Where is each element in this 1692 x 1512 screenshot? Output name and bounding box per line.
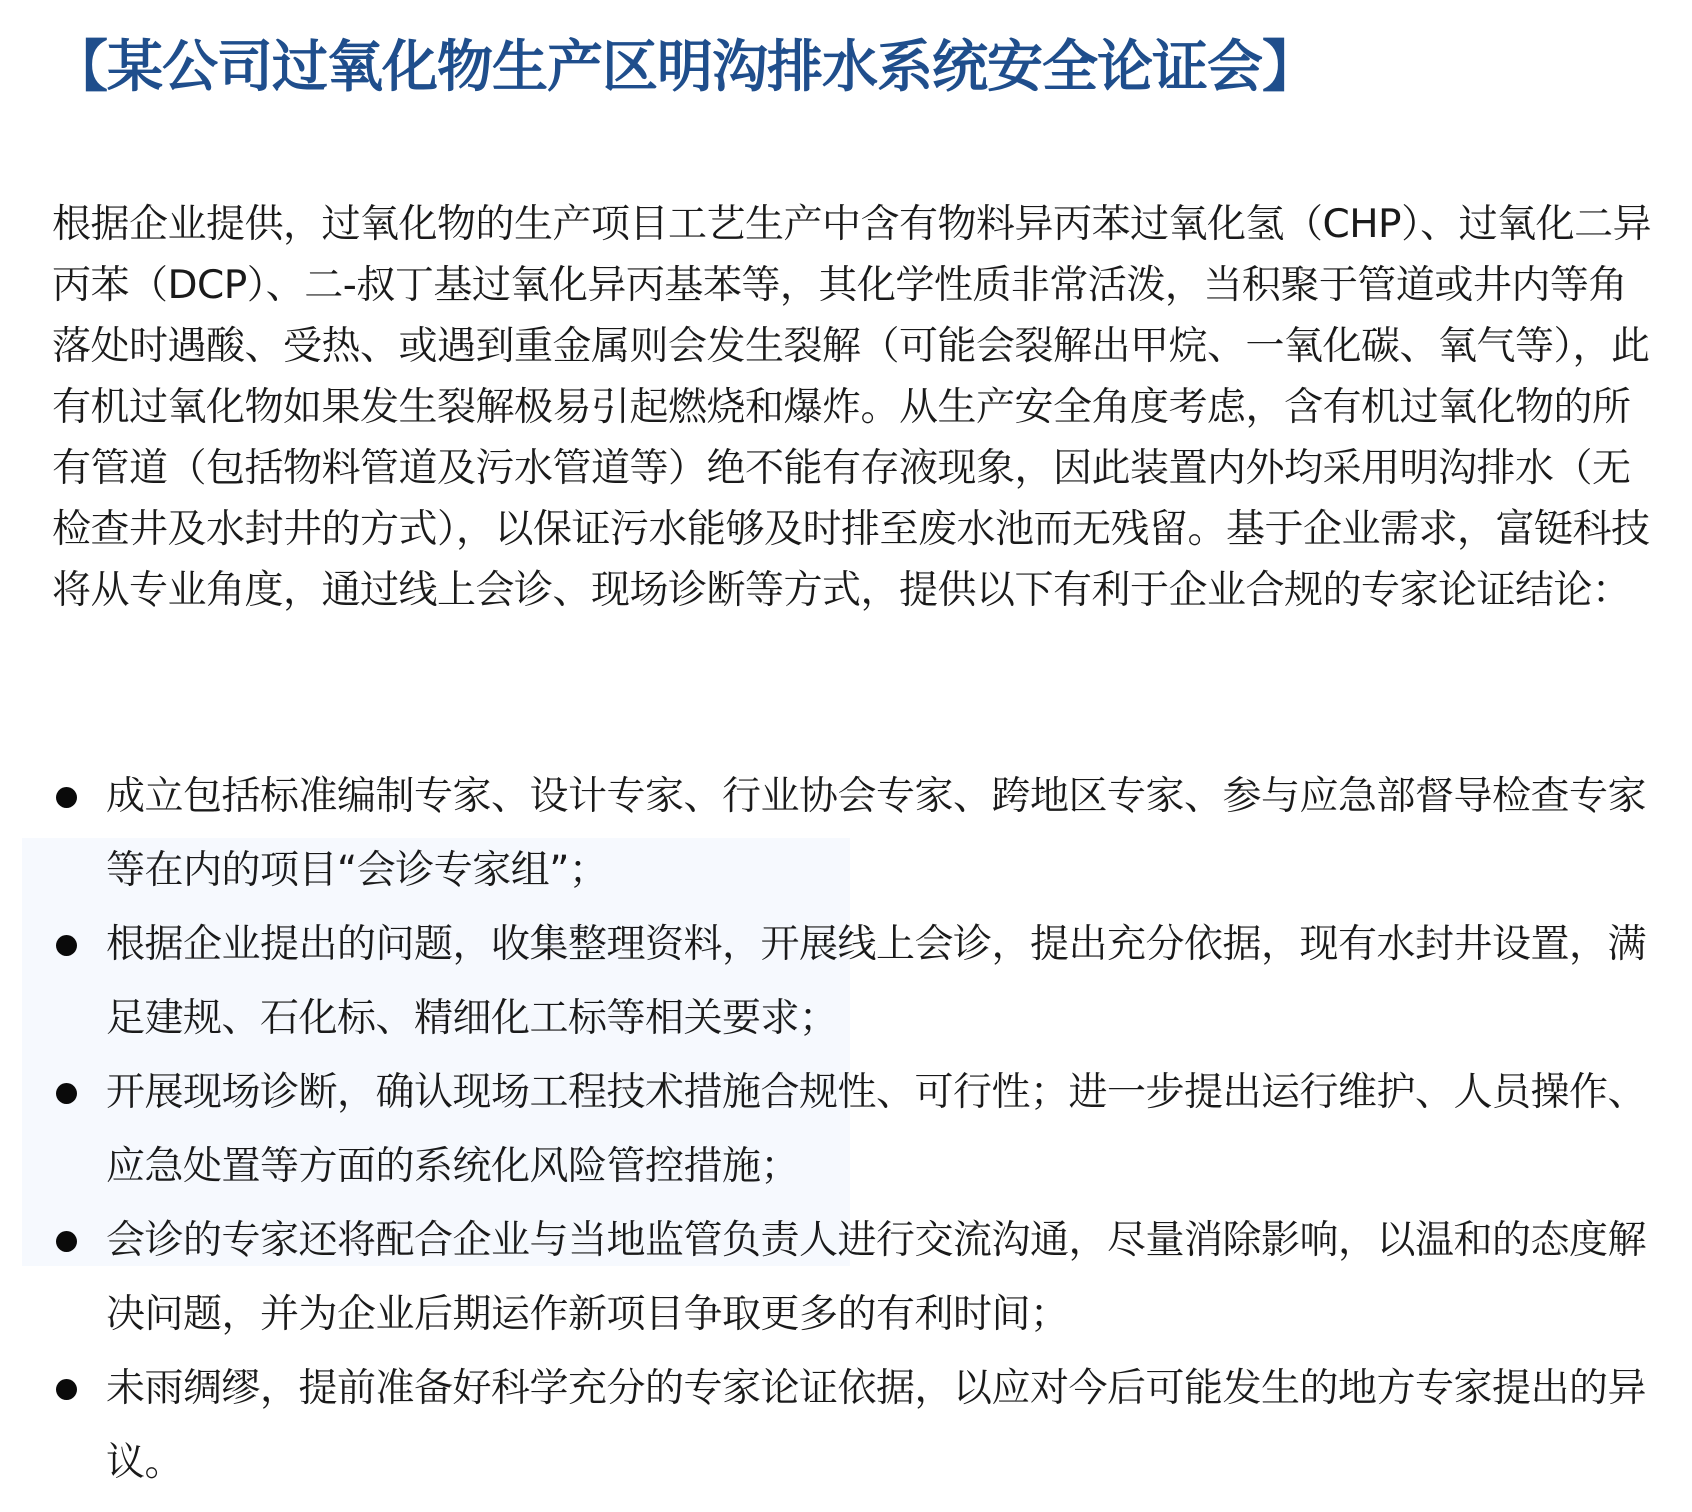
list-item	[52, 1204, 1652, 1352]
list-item	[52, 760, 1652, 908]
bullet-icon	[56, 1083, 77, 1104]
list-item-text: 成立包括标准编制专家、设计专家、行业协会专家、跨地区专家、参与应急部督导检查专家等在内的项目“会诊专家组”；	[106, 774, 1647, 893]
conclusion-list	[52, 760, 1652, 1500]
list-item	[52, 1352, 1652, 1500]
list-item-text: 未雨绸缪，提前准备好科学充分的专家论证依据，以应对今后可能发生的地方专家提出的异议。	[106, 1366, 1647, 1485]
bullet-icon	[56, 935, 77, 956]
list-item	[52, 1056, 1652, 1204]
bullet-icon	[56, 1379, 77, 1400]
list-item	[52, 908, 1652, 1056]
list-item-text: 开展现场诊断，确认现场工程技术措施合规性、可行性；进一步提出运行维护、人员操作、应急处置等方面的系统化风险管控措施；	[106, 1070, 1647, 1189]
bullet-icon	[56, 787, 77, 808]
bullet-icon	[56, 1231, 77, 1252]
page-title: 【某公司过氧化物生产区明沟排水系统安全论证会】	[52, 35, 1317, 100]
intro-paragraph: 根据企业提供，过氧化物的生产项目工艺生产中含有物料异丙苯过氧化氢（CHP）、过氧化二异丙苯（DCP）、二-叔丁基过氧化异丙基苯等，其化学性质非常活泼，当积聚于管道或井内等角落处时遇酸、受热、或遇到重金属则会发生裂解（可能会裂解出甲烷、一氧化碳、氧气等），此有机过氧化物如果发生裂解极易引起燃烧和爆炸。从生产安全角度考虑，含有机过氧化物的所有管道（包括物料管道及污水管道等）绝不能有存液现象，因此装置内外均采用明沟排水（无检查井及水封井的方式），以保证污水能够及时排至废水池而无残留。基于企业需求，富铤科技将从专业角度，通过线上会诊、现场诊断等方式，提供以下有利于企业合规的专家论证结论：	[52, 202, 1652, 613]
list-item-text: 根据企业提出的问题，收集整理资料，开展线上会诊，提出充分依据，现有水封井设置，满足建规、石化标、精细化工标等相关要求；	[106, 922, 1647, 1041]
list-item-text: 会诊的专家还将配合企业与当地监管负责人进行交流沟通，尽量消除影响，以温和的态度解决问题，并为企业后期运作新项目争取更多的有利时间；	[106, 1218, 1647, 1337]
